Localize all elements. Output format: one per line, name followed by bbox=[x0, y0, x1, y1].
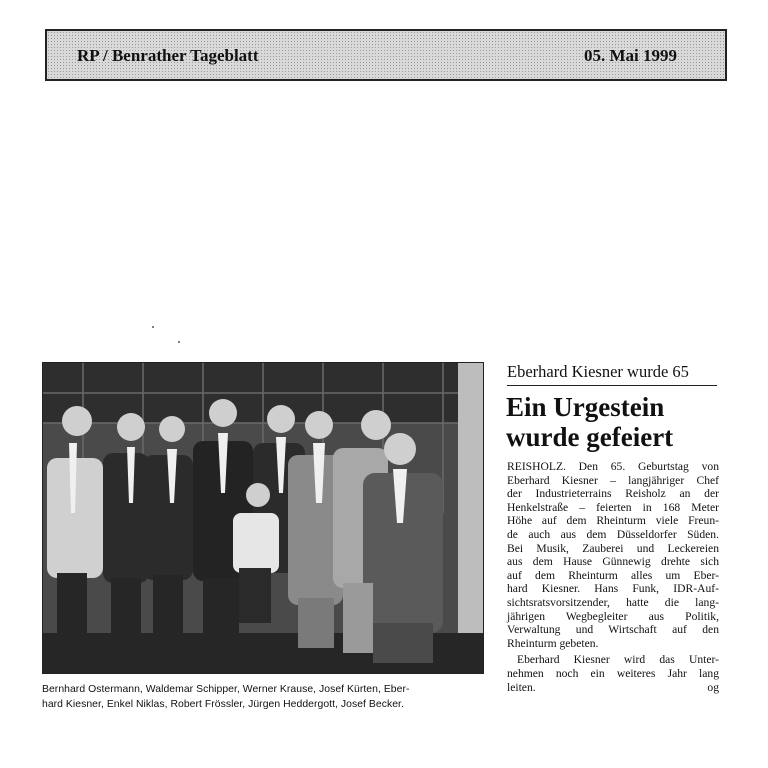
headline-line: wurde gefeiert bbox=[506, 422, 674, 452]
article-body bbox=[507, 460, 719, 694]
body-line: leiten. bbox=[507, 680, 536, 694]
publication-name: RP / Benrather Tageblatt bbox=[77, 46, 259, 65]
photo-caption bbox=[42, 682, 492, 712]
body-line: nehmen noch ein weiteres Jahr lang bbox=[507, 666, 719, 680]
body-line: jährigen Wegbegleiter aus Politik, bbox=[507, 609, 719, 623]
author-signature: og bbox=[707, 680, 719, 694]
body-line: REISHOLZ. Den 65. Geburtstag von bbox=[507, 460, 719, 473]
body-line: aus dem Hause Günnewig drehte sich bbox=[507, 555, 719, 569]
scan-speck bbox=[178, 341, 180, 343]
publication-date: 05. Mai 1999 bbox=[583, 46, 677, 65]
headline-line: Ein Urgestein bbox=[506, 392, 665, 422]
body-line: Rheinturm gebeten. bbox=[507, 636, 599, 650]
body-line: Bei Musik, Zauberei und Leckereien bbox=[507, 541, 719, 555]
caption-line: Bernhard Ostermann, Waldemar Schipper, Werner Krause, Josef Kürten, Eber- bbox=[42, 684, 410, 695]
article-headline bbox=[506, 392, 721, 452]
caption-line: hard Kiesner, Enkel Niklas, Robert Frössler, Jürgen Heddergott, Josef Becker. bbox=[42, 699, 404, 710]
group-photo-illustration bbox=[43, 363, 484, 674]
group-photo bbox=[42, 362, 484, 674]
body-line: Verwaltung und Wirtschaft auf den bbox=[507, 623, 719, 637]
body-line: de auch aus dem Düsseldorfer Süden. bbox=[507, 527, 719, 541]
article-kicker: Eberhard Kiesner wurde 65 bbox=[507, 362, 717, 386]
body-line: der Industrieterrains Reisholz an der bbox=[507, 487, 719, 501]
body-line: Eberhard Kiesner wird das Unter- bbox=[517, 653, 719, 667]
body-last-line bbox=[507, 681, 719, 695]
newspaper-header-bar bbox=[45, 29, 727, 81]
body-line: Höhe auf dem Rheinturm viele Freun- bbox=[507, 514, 719, 528]
body-line: auf dem Rheinturm alles um Eber- bbox=[507, 568, 719, 582]
body-line: Henkelstraße – feierten in 168 Meter bbox=[507, 500, 719, 514]
scan-speck bbox=[152, 326, 154, 328]
body-line: sichtsratsvorsitzender, hatte die lang- bbox=[507, 595, 719, 609]
body-line: hard Kiesner. Hans Funk, IDR-Auf- bbox=[507, 582, 719, 596]
body-line: Eberhard Kiesner – langjähriger Chef bbox=[507, 473, 719, 487]
